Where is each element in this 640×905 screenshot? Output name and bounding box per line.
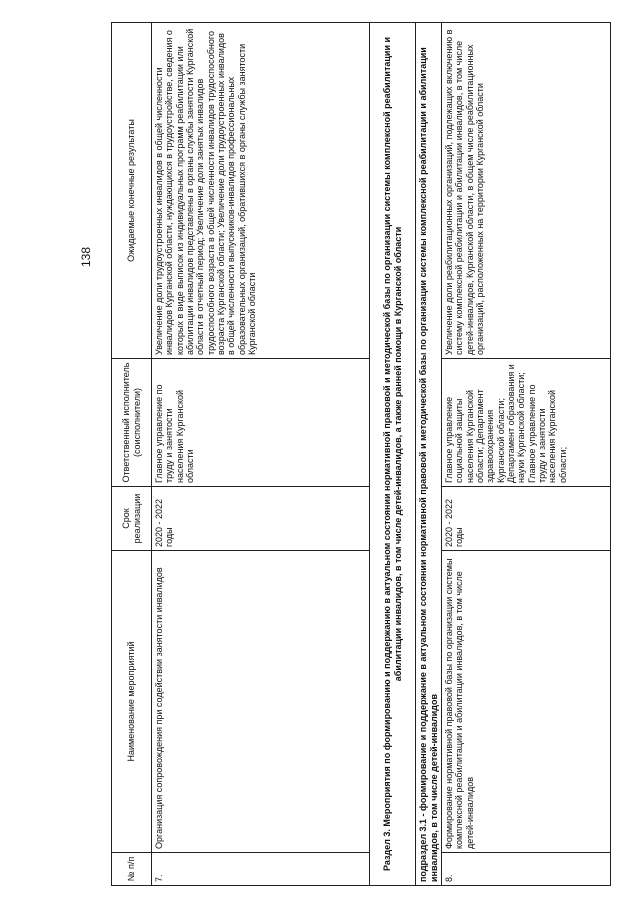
row8-results: Увеличение доли реабилитационных организаций, подлежащих включению в систему комплексной реабилитации и абилитации инвалидов, в том числе детей-инвалидов, Курганской области, в общем числе реабилитационных организаций, расположенных на территории Курганской области (442, 23, 611, 359)
row8-name: Формирование нормативной правовой базы по организации системы комплексной реабилитации и абилитации инвалидов, в том числе детей-инвалидов (442, 551, 611, 853)
section-3-title: Раздел 3. Мероприятия по формированию и поддержанию в актуальном состоянии нормативной правовой и методической базы по организации системы комплексной реабилитации и абилитации инвалидов, в том числе детей-инвалидов, а также ранней помощи в Курганской области (370, 23, 416, 886)
row8-num: 8. (442, 853, 611, 886)
row7-results: Увеличение доли трудоустроенных инвалидов в общей численности инвалидов Курганской области, нуждающихся в трудоустройстве, сведения о которых в виде выписок из индивидуальных программ реабилитации или абилитации инвалидов представлены в органы службы занятости Курганской области в отчетный период; Увеличение доли занятых инвалидов трудоспособного возраста в общей численности инвалидов трудоспособного возраста Курганской области; Увеличение доли трудоустроенных инвалидов в общей численности выпускников-инвалидов профессиональных образовательных организаций, обратившихся в органы службы занятости Курганской области (152, 23, 370, 359)
subsection-3-1-row (416, 23, 442, 886)
row7-term: 2020 - 2022 годы (152, 487, 370, 551)
table-row (152, 23, 370, 886)
section-3-row (370, 23, 416, 886)
page-number: 138 (79, 246, 93, 268)
table-row (442, 23, 611, 886)
header-name: Наименование мероприятий (112, 551, 152, 853)
header-row (112, 23, 152, 886)
row8-term: 2020 - 2022 годы (442, 487, 611, 551)
row7-responsible: Главное управление по труду и занятости населения Курганской области (152, 359, 370, 487)
header-term: Срок реализации (112, 487, 152, 551)
header-results: Ожидаемые конечные результаты (112, 23, 152, 359)
header-responsible: Ответственный исполнитель (соисполнители) (112, 359, 152, 487)
row8-responsible: Главное управление социальной защиты населения Курганской области; Департамент здравоохранения Курганской области; Департамент образования и науки Курганской области; Главное управление по труду и занятости населения Курганской области; (442, 359, 611, 487)
rotated-content (111, 23, 611, 886)
rotated-page (111, 23, 611, 886)
row7-name: Организация сопровождения при содействии занятости инвалидов (152, 551, 370, 853)
measures-table (111, 22, 611, 886)
subsection-3-1-title: подраздел 3.1 - формирование и поддержание в актуальном состоянии нормативной правовой и методической базы по организации системы комплексной реабилитации и абилитации инвалидов, в том числе детей-инвалидов (416, 23, 442, 886)
row7-num: 7. (152, 853, 370, 886)
header-num: № п/п (112, 853, 152, 886)
